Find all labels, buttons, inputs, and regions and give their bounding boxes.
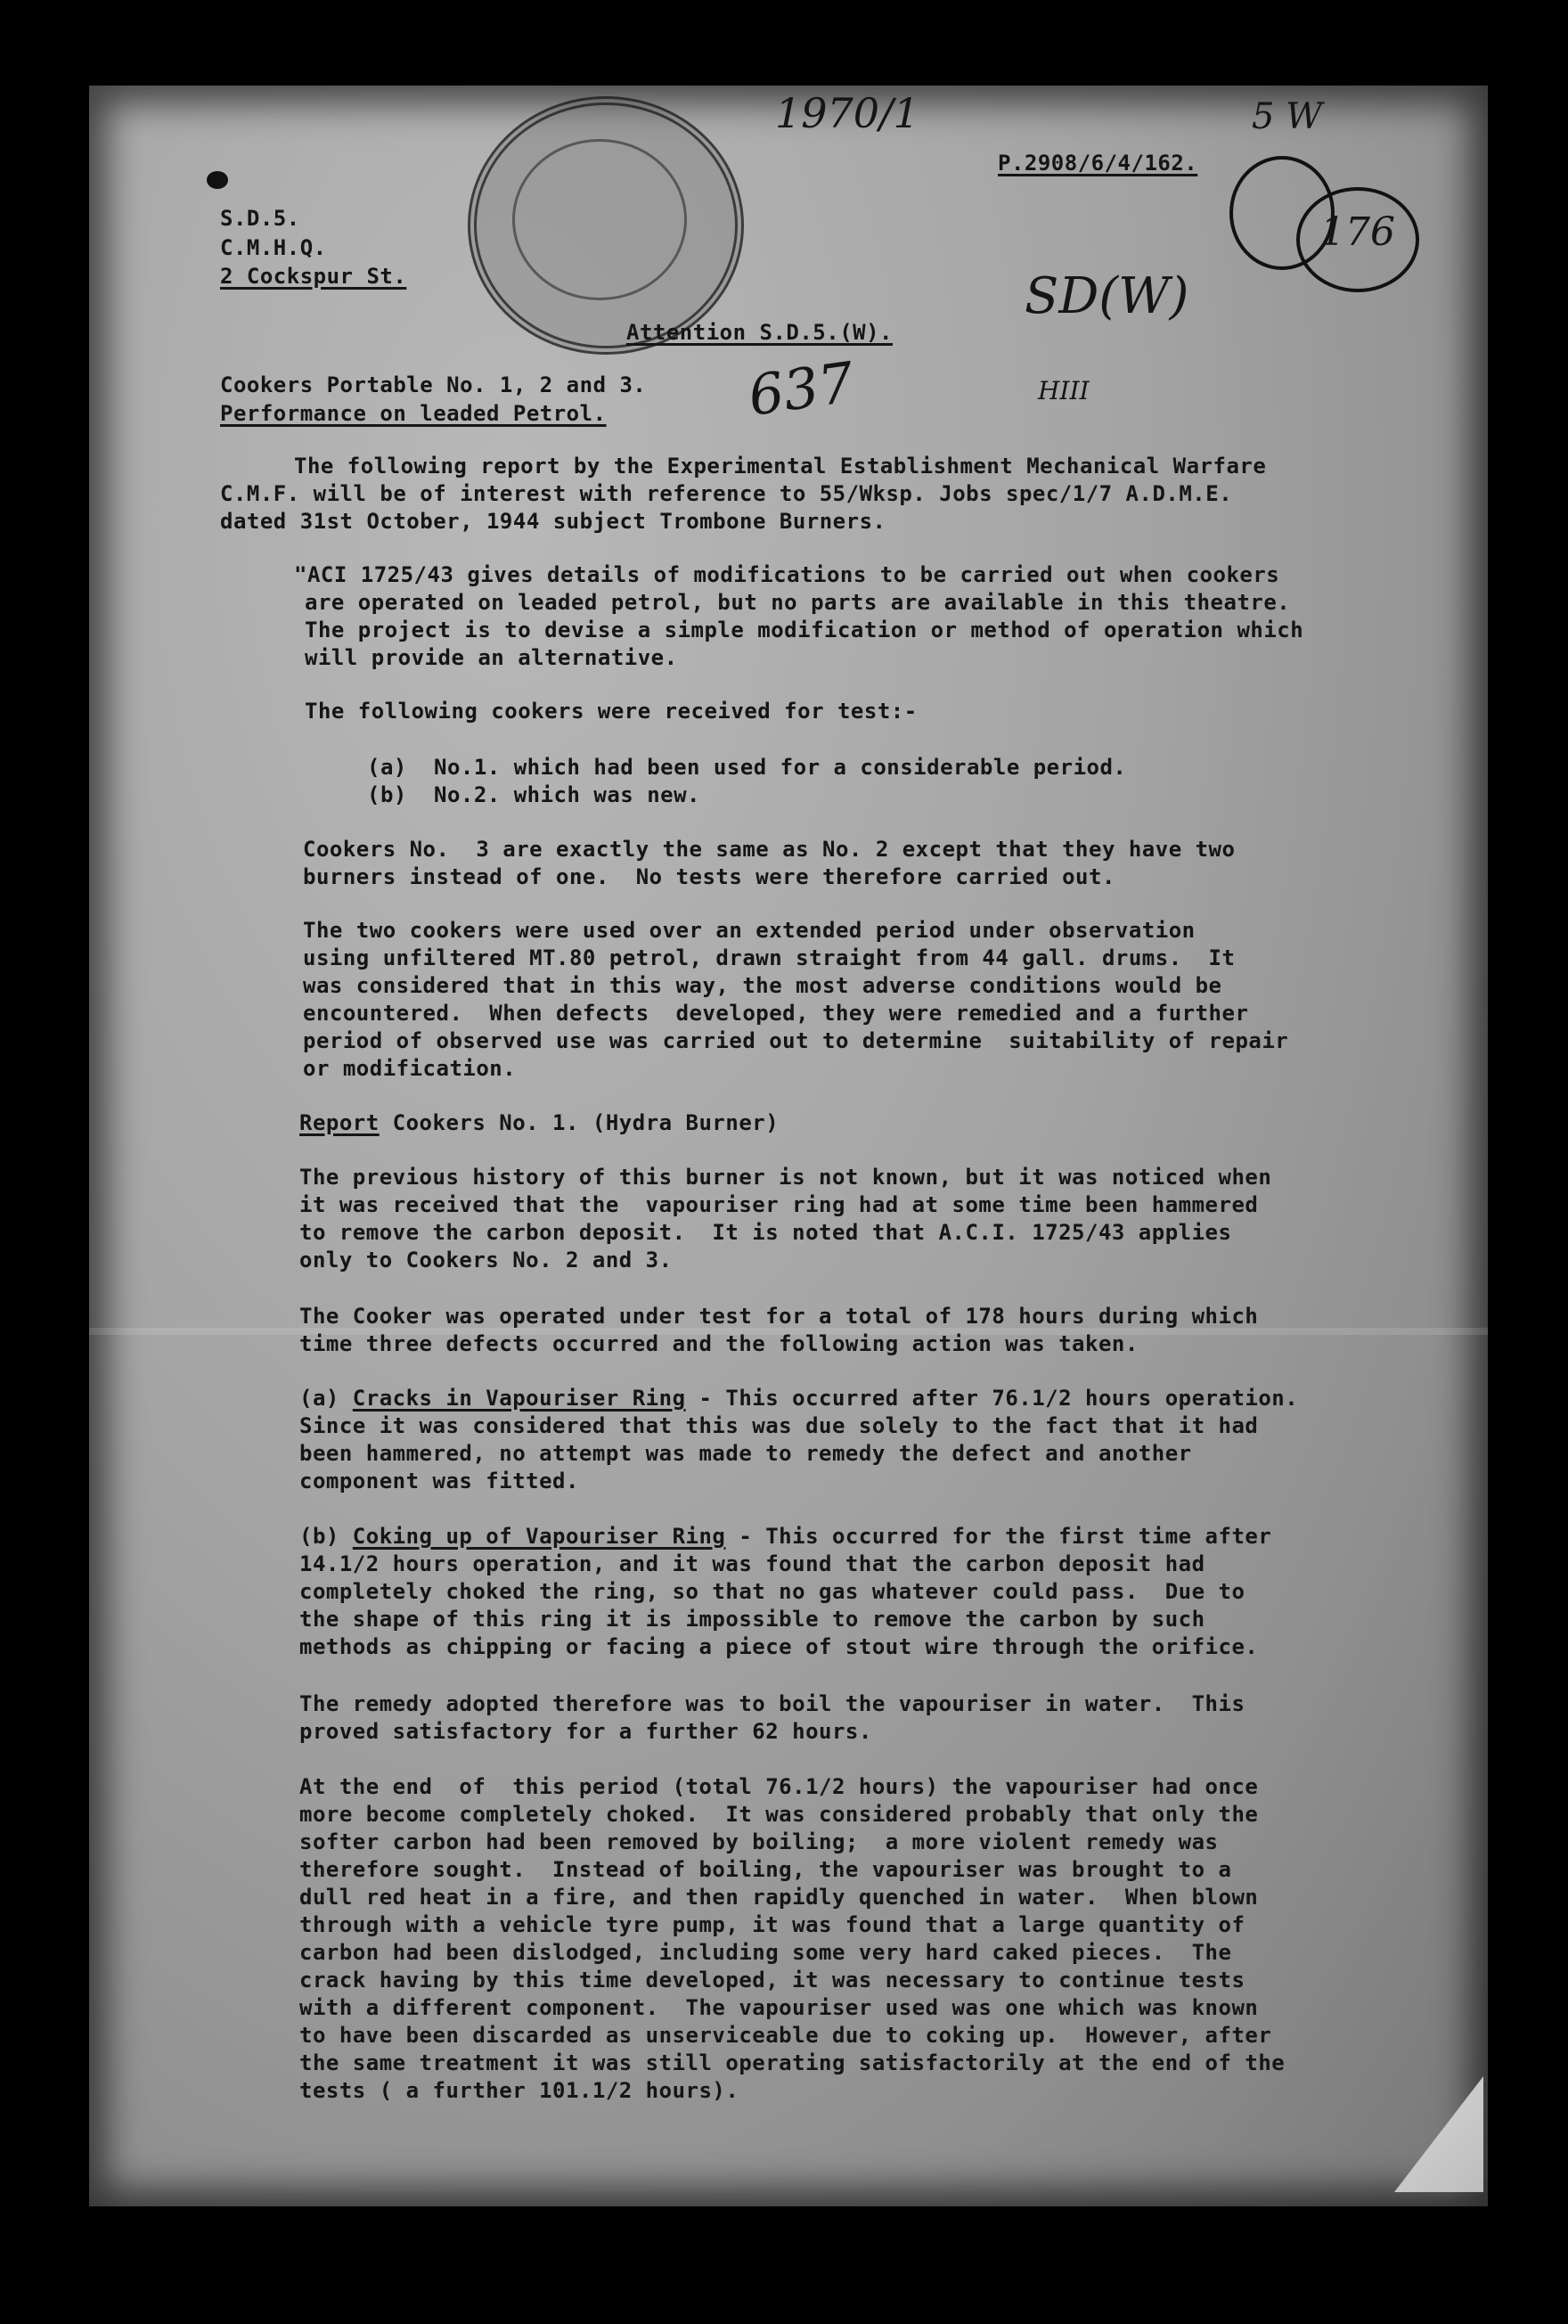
handwritten-number: 637 [744, 349, 858, 429]
intro-line-1: The following report by the Experimental Establishment Mechanical Warfare [294, 454, 1267, 479]
p4-line-6: or modification. [303, 1056, 517, 1081]
item-b-title: Coking up of Vapouriser Ring [352, 1524, 726, 1549]
item-a-label: (a) [299, 1386, 353, 1411]
item-b-line-1 [299, 1523, 1271, 1551]
p8-line-11: the same treatment it was still operating satisfactorily at the end of the [299, 2050, 1286, 2075]
p5-line-3: to remove the carbon deposit. It is noted that A.C.I. 1725/43 applies [299, 1220, 1232, 1245]
handwritten-sdw: SD(W) [1025, 267, 1189, 325]
report-heading [299, 1109, 779, 1137]
p8-line-1: At the end of this period (total 76.1/2 hours) the vapouriser had once [299, 1774, 1259, 1799]
reference-number: P.2908/6/4/162. [998, 151, 1198, 176]
handwritten-corner-note: 5 W [1252, 96, 1323, 137]
p8-line-7: carbon had been dislodged, including some very hard caked pieces. The [299, 1940, 1232, 1965]
p4-line-3: was considered that in this way, the most adverse conditions would be [303, 973, 1222, 998]
p3-line-1: Cookers No. 3 are exactly the same as No. 2 except that they have two [303, 837, 1236, 862]
report-heading-label: Report [299, 1110, 380, 1135]
list-label-a: (a) [367, 755, 407, 780]
item-b-line-5: methods as chipping or facing a piece of stout wire through the orifice. [299, 1634, 1259, 1659]
item-a-title: Cracks in Vapouriser Ring [352, 1386, 686, 1411]
p8-line-12: tests ( a further 101.1/2 hours). [299, 2078, 739, 2103]
handwritten-file-number: 1970/1 [775, 89, 919, 137]
address-line-3: 2 Cockspur St. [220, 264, 407, 289]
p7-line-2: proved satisfactory for a further 62 hours. [299, 1719, 872, 1744]
list-label-b: (b) [367, 782, 407, 807]
item-b-line-2: 14.1/2 hours operation, and it was found that the carbon deposit had [299, 1551, 1205, 1576]
quote-p1-line-2: are operated on leaded petrol, but no parts are available in this theatre. [305, 590, 1291, 615]
address-line-2: C.M.H.Q. [220, 235, 327, 260]
item-a-line-1 [299, 1385, 1298, 1412]
p4-line-4: encountered. When defects developed, they were remedied and a further [303, 1001, 1249, 1026]
p8-line-5: dull red heat in a fire, and then rapidly quenched in water. When blown [299, 1885, 1259, 1910]
handwritten-small-note: HIII [1038, 376, 1090, 405]
p3-line-2: burners instead of one. No tests were therefore carried out. [303, 864, 1115, 889]
list-text-a: No.1. which had been used for a considerable period. [434, 755, 1127, 780]
item-a-first: - This occurred after 76.1/2 hours operation. [685, 1386, 1299, 1411]
item-a-line-4: component was fitted. [299, 1469, 579, 1493]
p8-line-8: crack having by this time developed, it was necessary to continue tests [299, 1968, 1245, 1993]
item-b-first: - This occurred for the first time after [725, 1524, 1272, 1549]
list-text-b: No.2. which was new. [434, 782, 700, 807]
address-line-1: S.D.5. [220, 206, 300, 231]
quote-p1-line-1: "ACI 1725/43 gives details of modifications to be carried out when cookers [294, 562, 1280, 587]
p6-line-1: The Cooker was operated under test for a total of 178 hours during which [299, 1304, 1259, 1329]
p8-line-6: through with a vehicle tyre pump, it was found that a large quantity of [299, 1912, 1245, 1937]
punch-mark [207, 171, 228, 189]
subject-line-1: Cookers Portable No. 1, 2 and 3. [220, 372, 647, 397]
p4-line-2: using unfiltered MT.80 petrol, drawn straight from 44 gall. drums. It [303, 945, 1236, 970]
folio-number: 176 [1320, 209, 1395, 255]
item-a-line-2: Since it was considered that this was due solely to the fact that it had [299, 1413, 1259, 1438]
intro-line-3: dated 31st October, 1944 subject Trombone Burners. [220, 509, 886, 534]
p7-line-1: The remedy adopted therefore was to boil the vapouriser in water. This [299, 1691, 1245, 1716]
p8-line-9: with a different component. The vapouriser used was one which was known [299, 1995, 1259, 2020]
quote-p2: The following cookers were received for test:- [305, 699, 918, 724]
p5-line-2: it was received that the vapouriser ring had at some time been hammered [299, 1192, 1259, 1217]
date-stamp [468, 96, 744, 355]
p4-line-5: period of observed use was carried out to determine suitability of repair [303, 1028, 1289, 1053]
item-b-label: (b) [299, 1524, 353, 1549]
p4-line-1: The two cookers were used over an extended period under observation [303, 918, 1196, 943]
p5-line-1: The previous history of this burner is not known, but it was noticed when [299, 1165, 1272, 1190]
item-a-line-3: been hammered, no attempt was made to remedy the defect and another [299, 1441, 1192, 1466]
p8-line-4: therefore sought. Instead of boiling, the vapouriser was brought to a [299, 1857, 1232, 1882]
p8-line-3: softer carbon had been removed by boiling; a more violent remedy was [299, 1829, 1219, 1854]
p8-line-10: to have been discarded as unserviceable due to coking up. However, after [299, 2023, 1272, 2048]
p6-line-2: time three defects occurred and the following action was taken. [299, 1331, 1139, 1356]
attention-line: Attention S.D.5.(W). [626, 320, 893, 345]
item-b-line-4: the shape of this ring it is impossible to remove the carbon by such [299, 1607, 1205, 1632]
item-b-line-3: completely choked the ring, so that no gas whatever could pass. Due to [299, 1579, 1245, 1604]
quote-p1-line-3: The project is to devise a simple modification or method of operation which [305, 618, 1304, 642]
quote-p1-line-4: will provide an alternative. [305, 645, 678, 670]
report-heading-rest: Cookers No. 1. (Hydra Burner) [379, 1110, 780, 1135]
subject-line-2: Performance on leaded Petrol. [220, 401, 607, 426]
p8-line-2: more become completely choked. It was considered probably that only the [299, 1802, 1259, 1827]
p5-line-4: only to Cookers No. 2 and 3. [299, 1248, 673, 1272]
intro-line-2: C.M.F. will be of interest with reference to 55/Wksp. Jobs spec/1/7 A.D.M.E. [220, 481, 1233, 506]
